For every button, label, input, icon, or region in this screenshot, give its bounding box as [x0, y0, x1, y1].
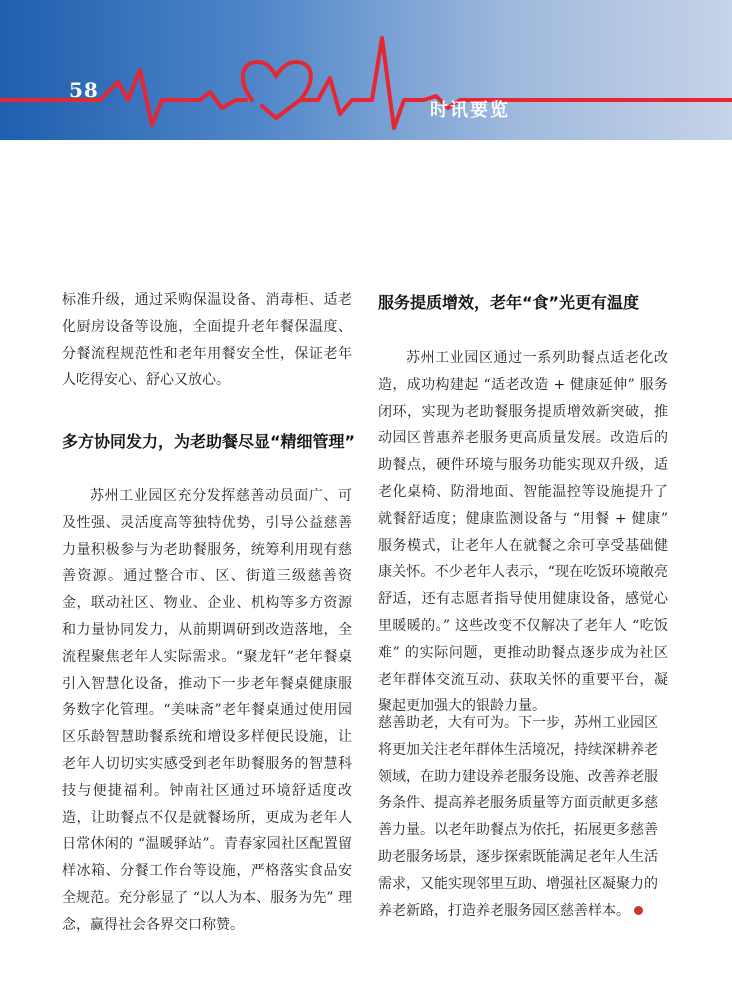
right-paragraph-2-block	[378, 710, 668, 924]
page-number: 58	[69, 78, 99, 102]
heartbeat-line-icon	[0, 0, 732, 140]
end-mark-icon	[634, 906, 643, 915]
section-heading-1: 多方协同发力，为老助餐尽显“精细管理”	[62, 432, 356, 451]
section-heading-2: 服务提质增效，老年“食”光更有温度	[378, 293, 640, 312]
left-paragraph-1: 标准升级，通过采购保温设备、消毒柜、适老化厨房设备等设施，全面提升老年餐保温度、分餐流程规范性和老年用餐安全性，保证老年人吃得安心、舒心又放心。	[62, 292, 352, 389]
right-paragraph-2: 慈善助老，大有可为。下一步，苏州工业园区将更加关注老年群体生活境况，持续深耕养老领域，在助力建设养老服务设施、改善养老服务条件、提高养老服务质量等方面贡献更多慈善力量。以老年助餐点为依托，拓展更多慈善助老服务场景，逐步探索既能满足老年人生活需求，又能实现邻里互助、增强社区凝聚力的养老新路，打造养老服务园区慈善样本。	[378, 715, 658, 919]
right-paragraph-1: 苏州工业园区通过一系列助餐点适老化改造，成功构建起 “适老改造 + 健康延伸” 服务闭环，实现为老助餐服务提质增效新突破，推动园区普惠养老服务更高质量发展。改造后的助餐点，硬件环境与服务功能实现双升级，适老化桌椅、防滑地面、智能温控等设施提升了就餐舒适度；健康监测设备与 “用餐 + 健康” 服务模式，让老年人在就餐之余可享受基础健康关怀。不少老年人表示，“现在吃饭环境敞亮舒适，还有志愿者指导使用健康设备，感觉心里暖暖的。” 这些改变不仅解决了老年人 “吃饭难” 的实际问题，更推动助餐点逐步成为社区老年群体交流互动、获取关怀的重要平台，凝聚起更加强大的银龄力量。	[378, 350, 668, 715]
page-header-band	[0, 0, 732, 140]
left-paragraph-2: 苏州工业园区充分发挥慈善动员面广、可及性强、灵活度高等独特优势，引导公益慈善力量积极参与为老助餐服务，统筹利用现有慈善资源。通过整合市、区、街道三级慈善资金，联动社区、物业、企业、机构等多方资源和力量协同发力，从前期调研到改造落地，全流程聚焦老年人实际需求。“聚龙轩”老年餐桌引入智慧化设备，推动下一步老年餐桌健康服务数字化管理。“美味斋”老年餐桌通过使用园区乐龄智慧助餐系统和增设多样便民设施，让老年人切切实实感受到老年助餐服务的智慧科技与便捷福利。钟南社区通过环境舒适度改造，让助餐点不仅是就餐场所，更成为老年人日常休闲的 “温暖驿站”。青春家园社区配置留样冰箱、分餐工作台等设施，严格落实食品安全规范。充分彰显了 “以人为本、服务为先” 理念，赢得社会各界交口称赞。	[62, 488, 352, 933]
section-tag: 时讯要览	[430, 100, 510, 121]
